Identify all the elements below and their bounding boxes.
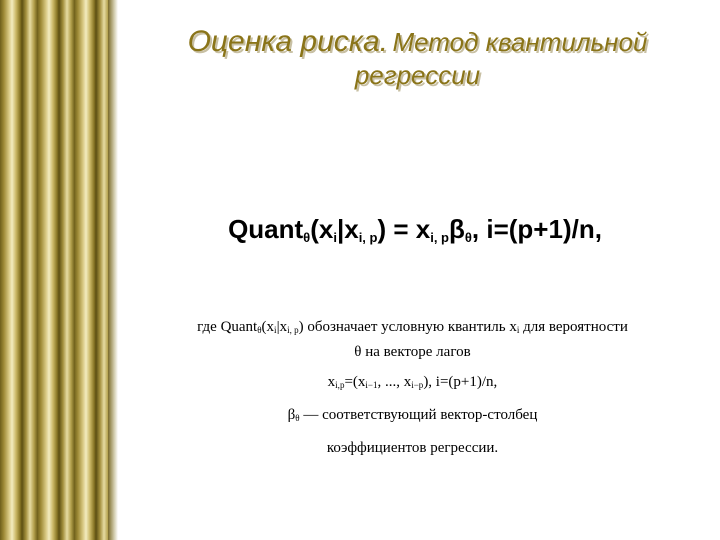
desc-line-5: коэффициентов регрессии. <box>326 440 499 456</box>
formula-paren-x: (x <box>310 214 334 244</box>
title-sub-1: Метод квантильной <box>392 27 648 57</box>
desc-text: β <box>287 407 296 423</box>
desc-line-2: θ на векторе лагов <box>354 344 471 360</box>
formula-tail: , i=(p+1)/n, <box>471 214 602 244</box>
desc-text: (x <box>261 319 275 335</box>
desc-text: где Quant <box>197 319 258 335</box>
title-main: Оценка риска. <box>187 25 388 58</box>
formula-bar-x: |x <box>336 214 359 244</box>
desc-sub: θ <box>295 413 300 423</box>
formula-equals-x: ) = x <box>377 214 431 244</box>
desc-text: — соответствующий вектор-столбец <box>299 407 538 423</box>
desc-line-3 <box>120 371 705 396</box>
desc-text: для вероятности <box>519 319 628 335</box>
formula-quant: Quant <box>228 214 304 244</box>
desc-sub: i, <box>335 380 340 390</box>
desc-sub: p <box>339 380 345 390</box>
desc-text: x <box>327 374 336 390</box>
desc-line-1 <box>120 316 705 341</box>
formula-sub-ip: i, p <box>358 230 378 245</box>
desc-text: ) обозначает условную квантиль x <box>298 319 517 335</box>
title-sub-2: регрессии <box>354 60 481 90</box>
formula-sub-theta-2: θ <box>464 230 472 245</box>
desc-sub: θ <box>257 325 262 335</box>
desc-sub: i, p <box>287 325 299 335</box>
formula-description <box>120 316 705 459</box>
formula-sub-ip-2: i, p <box>430 230 449 245</box>
desc-sub: i <box>516 325 520 335</box>
column-shadow <box>108 0 118 540</box>
desc-text: |x <box>276 319 288 335</box>
desc-text: , ..., x <box>377 374 412 390</box>
slide-title <box>125 24 710 91</box>
quantile-formula <box>125 214 705 245</box>
desc-sub: i <box>274 325 277 335</box>
formula-beta: β <box>449 214 465 244</box>
desc-line-4 <box>120 404 705 429</box>
formula-sub-theta: θ <box>303 230 311 245</box>
formula-sub-i: i <box>333 230 337 245</box>
desc-sub: i−1 <box>365 380 378 390</box>
desc-text: =(x <box>344 374 366 390</box>
desc-sub: i−p <box>411 380 424 390</box>
desc-text: ), i=(p+1)/n, <box>423 374 498 390</box>
decorative-gold-column <box>0 0 108 540</box>
